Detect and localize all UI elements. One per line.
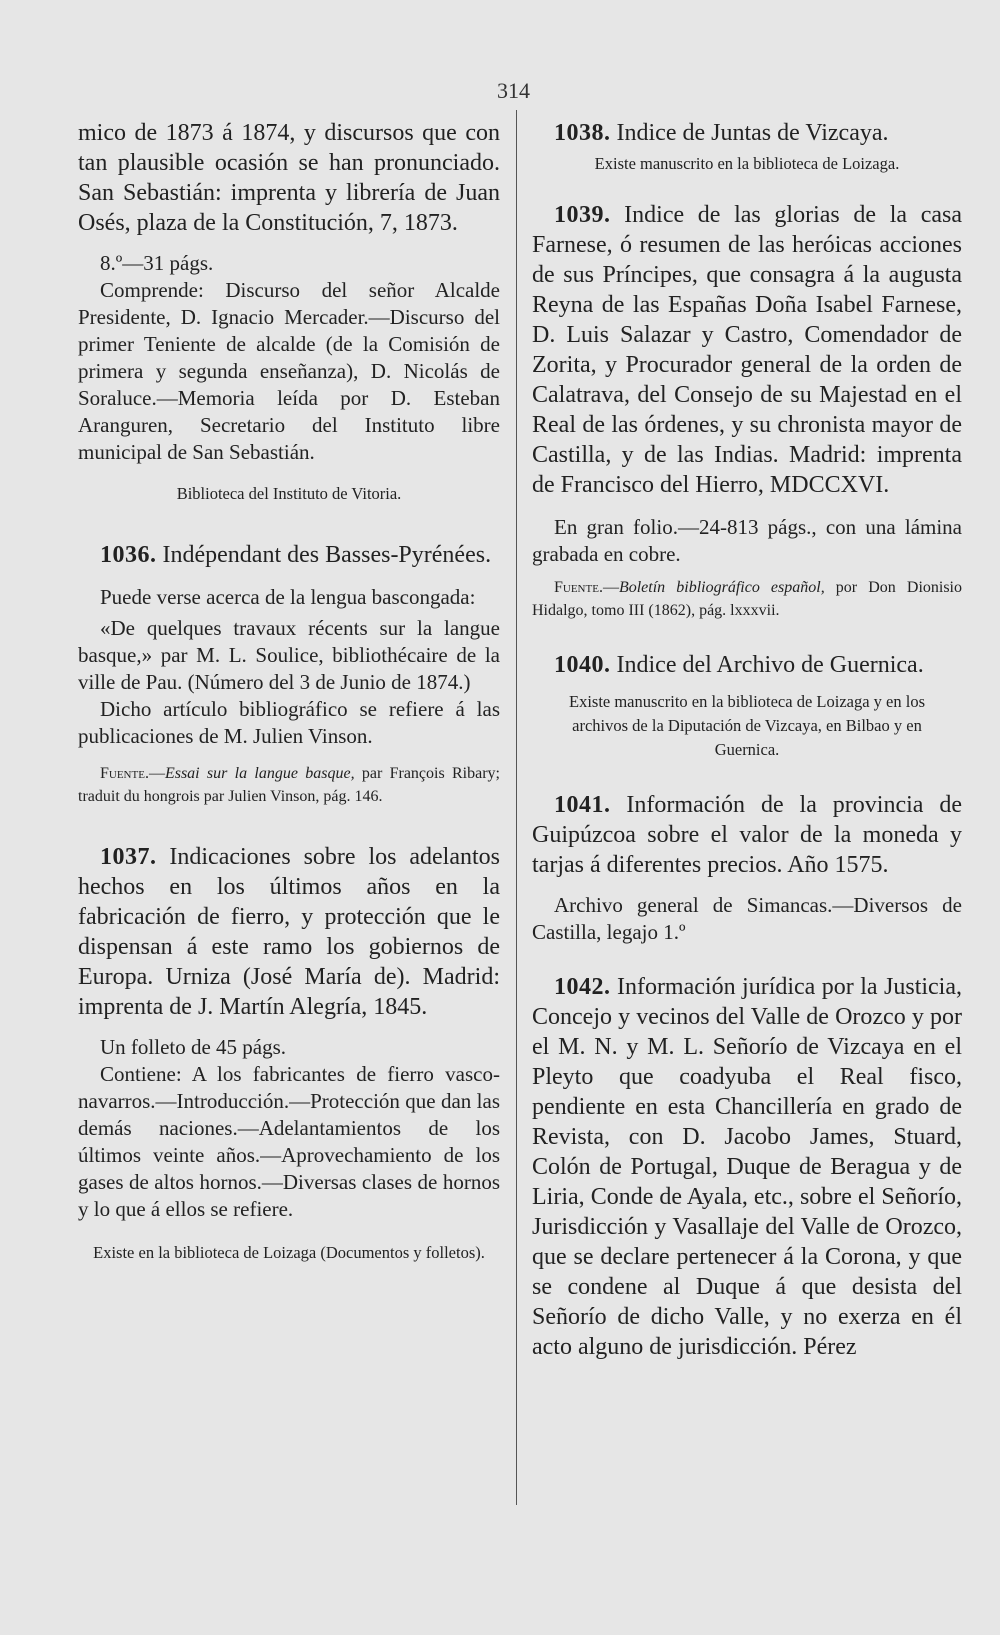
entry-1037-contents: Contiene: A los fabricantes de fierro vasco-navarros.—Introducción.—Protección que dan las demás naciones.—Adelantamientos de los últimos veinte años.—Aprovechamiento de los gases de altos hornos.—Diversas clases de hornos y lo que á ellos se refiere. [78,1062,500,1221]
continued-entry-text: mico de 1873 á 1874, y discursos que con tan plausible ocasión se han pronunciado. San Sebastián: imprenta y librería de Juan Osés, plaza de la Constitución, 7, 1873. [78,120,500,236]
entry-1039-heading [532,200,962,500]
entry-1040-title: Indice del Archivo de Guernica. [610,652,924,678]
entry-1038-location: Existe manuscrito en la biblioteca de Loizaga. [594,154,900,173]
entry-1041-heading [532,790,962,880]
continued-entry-pages: 8.º—31 págs. [100,251,214,275]
entry-1036-note-2: «De quelques travaux récents sur la langue basque,» par M. L. Soulice, bibliothécaire de la ville de Pau. (Número del 3 de Junio de 1874.) [78,616,500,694]
entry-1039-source [532,576,962,622]
source-details: por Don Dionisio Hidalgo, tomo III (1862), pág. lxxxvii. [532,579,963,619]
entry-1037-heading [78,842,500,1022]
entry-1038-heading [532,118,962,148]
entry-1037-title: Indicaciones sobre los adelantos hechos en los últimos años en la fabricación de fierro, y protección que le dispensan á este ramo los gobiernos de Europa. Urniza (José María de). Madrid: imprenta de J. Martín Alegría, 1845. [78,844,500,1020]
left-column [78,118,500,1265]
entry-1041-title: Información de la provincia de Guipúzcoa sobre el valor de la moneda y tarjas á diferentes precios. Año 1575. [532,792,962,878]
entry-1040-heading [532,650,962,680]
continued-entry-location: Biblioteca del Instituto de Vitoria. [176,484,402,503]
entry-1042-title: Información jurídica por la Justicia, Concejo y vecinos del Valle de Orozco y por el M. N. y M. L. Señorío de Vizcaya en el Pleyto que coadyuba el Real fisco, pendiente en esta Chancillería en grado de Revista, con D. Jacobo James, Stuard, Colón de Portugal, Duque de Beragua y de Liria, Conde de Ayala, etc., sobre el Señorío, Jurisdicción y Vasallaje del Valle de Orozco, que se declare pertenecer á la Corona, y que se condene al Duque á que desista del Señorío de dicho Valle, y no exerza en él acto alguno de jurisdicción. Pérez [532,974,962,1360]
entry-1039-number: 1039. [554,202,611,228]
column-divider [516,110,517,1505]
source-label: Fuente.— [100,765,165,782]
continued-entry-contents: Comprende: Discurso del señor Alcalde Presidente, D. Ignacio Mercader.—Discurso del primer Teniente de alcalde (de la Comisión de primera y segunda enseñanza), D. Nicolás de Soraluce.—Memoria leída por D. Esteban Aranguren, Secretario del Instituto libre municipal de San Sebastián. [78,278,500,464]
entry-1036-number: 1036. [100,542,157,568]
entry-1037-pages: Un folleto de 45 págs. [100,1035,287,1059]
right-column [532,118,962,1362]
entry-1041-archive: Archivo general de Simancas.—Diversos de Castilla, legajo 1.º [532,893,962,944]
entry-1036-note-1: Puede verse acerca de la lengua bascongada: [100,585,476,609]
source-details: par François Ribary; traduit du hongrois par Julien Vinson, pág. 146. [78,765,500,805]
entry-1037-number: 1037. [100,844,157,870]
entry-1036-title: Indépendant des Basses-Pyrénées. [156,542,492,568]
entry-1041-number: 1041. [554,792,611,818]
entry-1042-heading [532,972,962,1362]
source-title: Boletín bibliográfico español, [618,579,825,596]
page-number: 314 [497,78,530,103]
entry-1042-number: 1042. [554,974,611,1000]
source-title: Essai sur la langue basque, [164,765,355,782]
entry-1036-note-3: Dicho artículo bibliográfico se refiere á las publicaciones de M. Julien Vinson. [78,697,500,748]
entry-1038-number: 1038. [554,120,611,146]
entry-1040-number: 1040. [554,652,611,678]
entry-1038-title: Indice de Juntas de Vizcaya. [610,120,889,146]
entry-1040-location: Existe manuscrito en la biblioteca de Loizaga y en los archivos de la Diputación de Vizcaya, en Bilbao y en Guernica. [568,692,925,759]
entry-1039-pages: En gran folio.—24-813 págs., con una lámina grabada en cobre. [532,515,962,566]
entry-1037-location: Existe en la biblioteca de Loizaga (Documentos y folletos). [93,1243,485,1262]
source-label: Fuente.— [554,579,619,596]
entry-1036-heading [78,540,500,570]
entry-1036-source [78,762,500,808]
entry-1039-title: Indice de las glorias de la casa Farnese, ó resumen de las heróicas acciones de sus Príncipes, que consagra á la augusta Reyna de las Españas Doña Isabel Farnese, D. Luis Salazar y Castro, Comendador de Zorita, y Procurador general de la orden de Calatrava, del Consejo de su Majestad en el Real de las órdenes, y su chronista mayor de Castilla, y de las Indias. Madrid: imprenta de Francisco del Hierro, MDCCXVI. [532,202,962,498]
